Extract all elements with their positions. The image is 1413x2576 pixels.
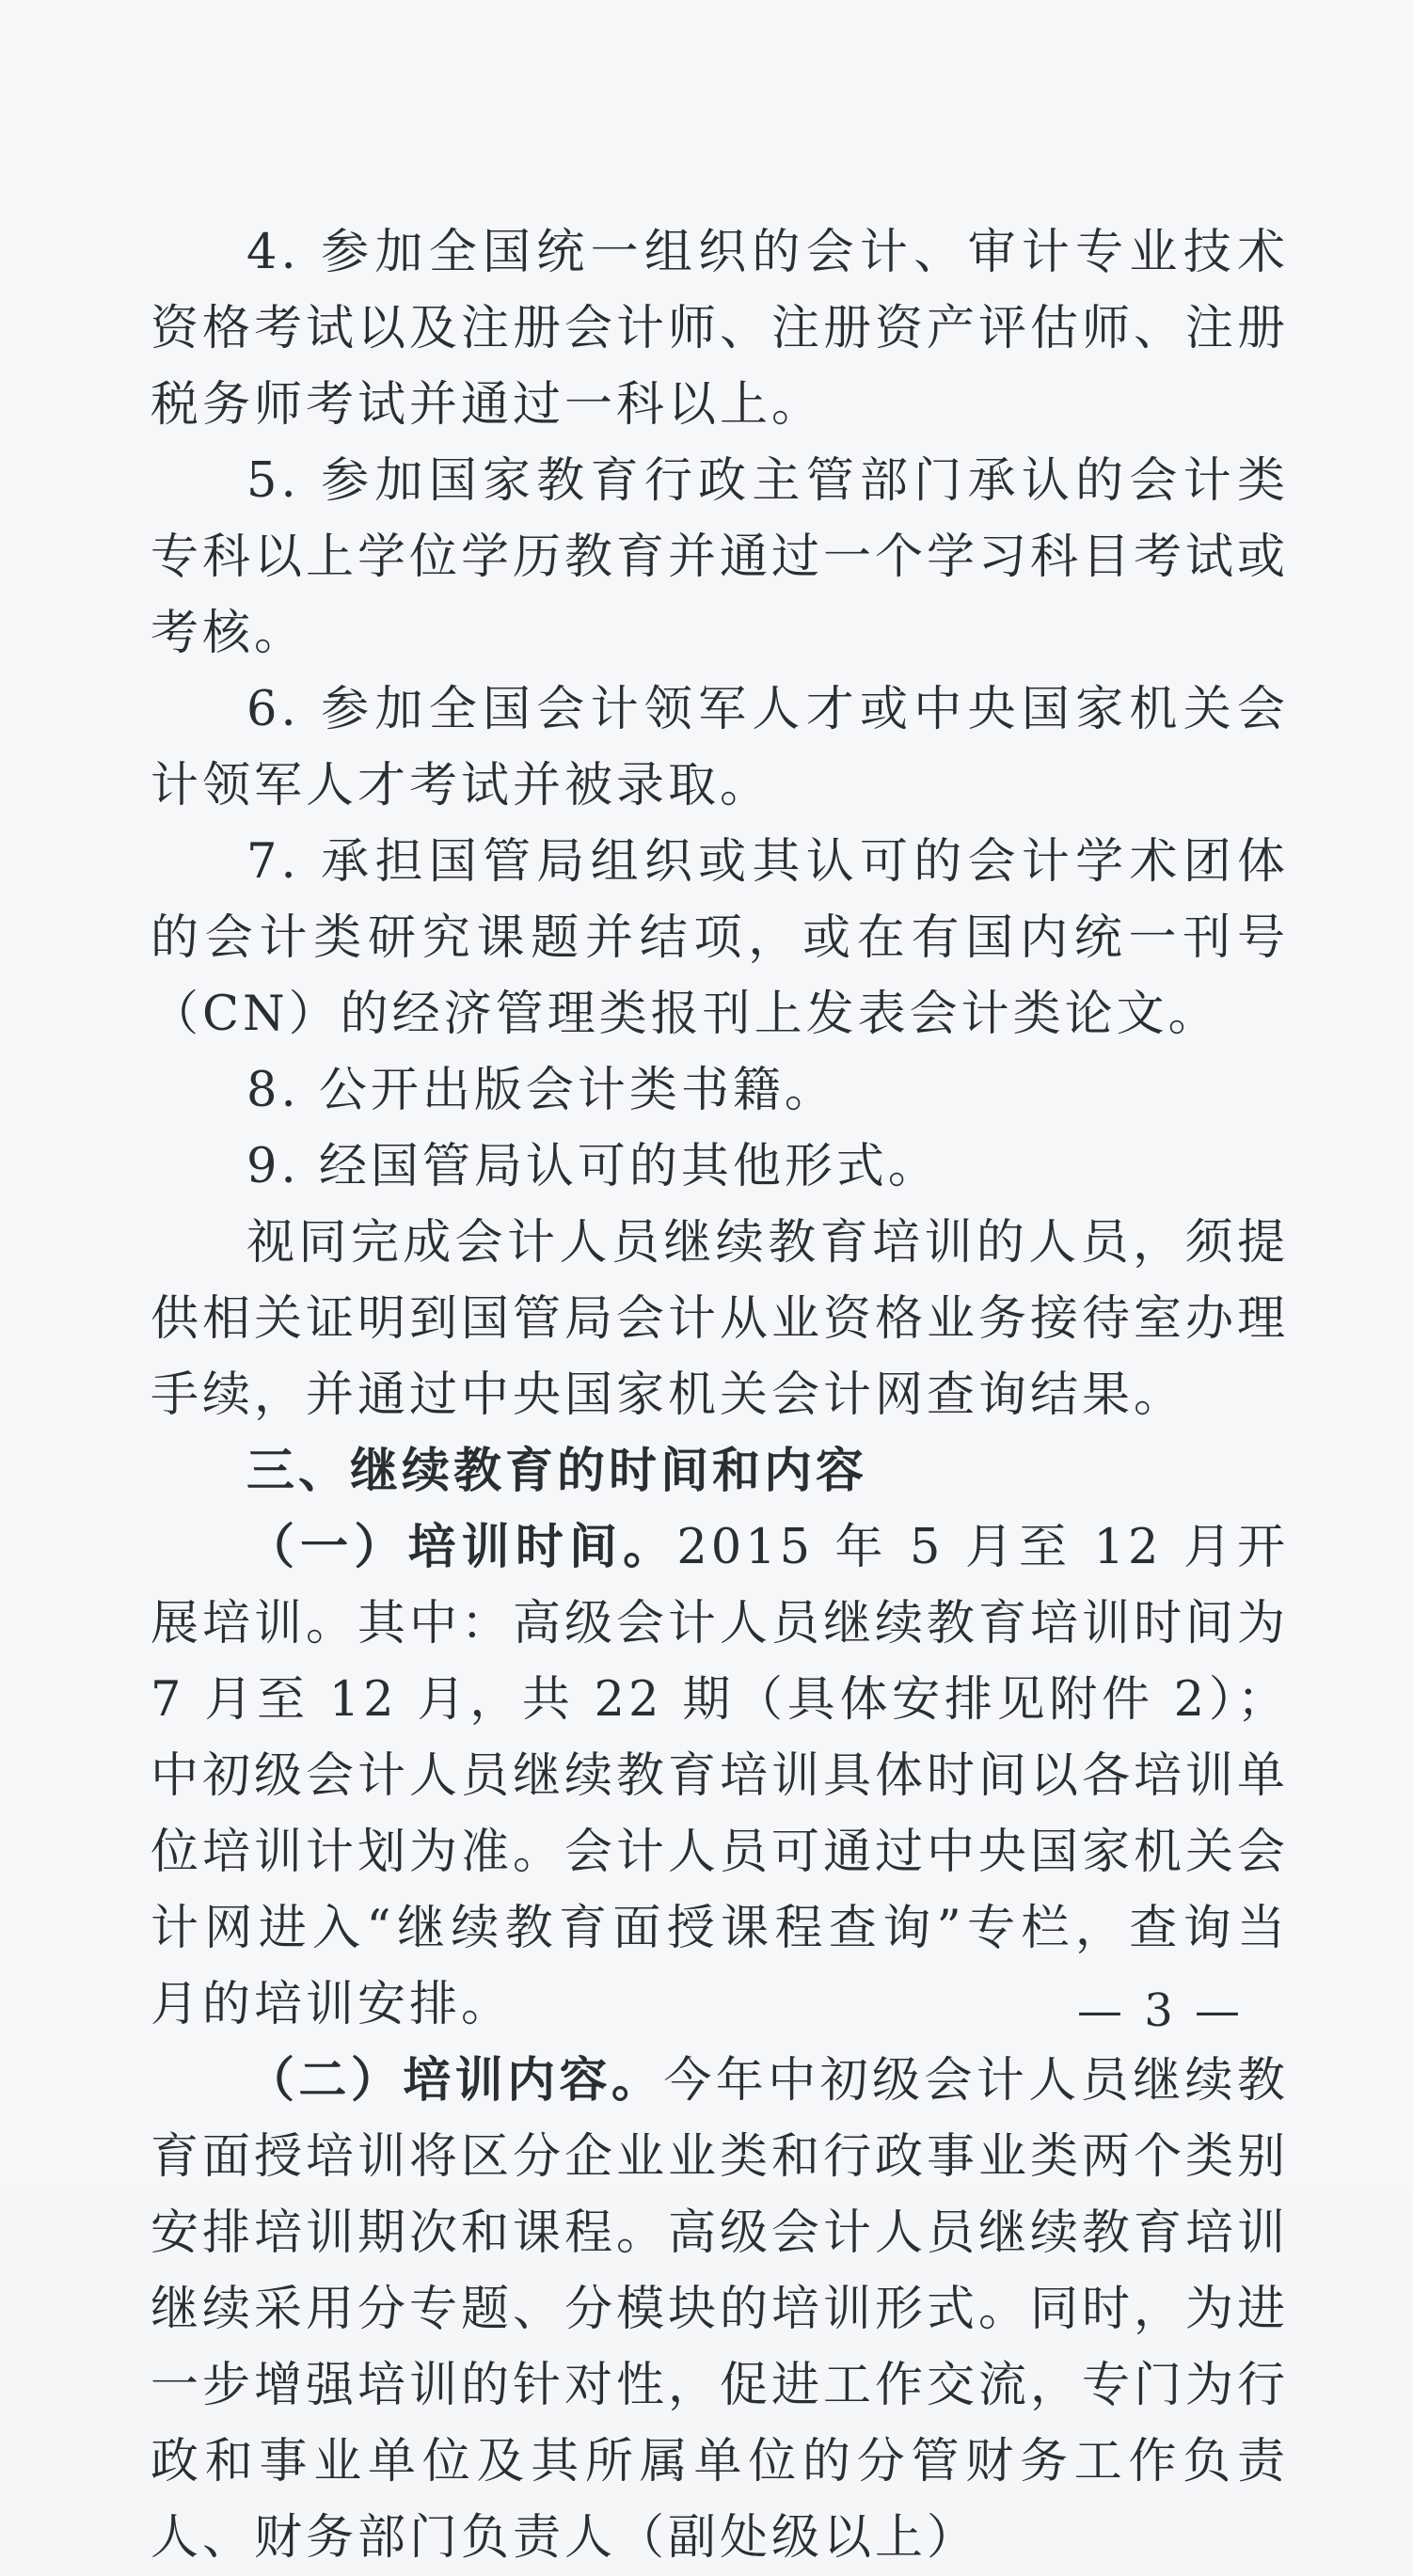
subsection-training-time-lead: （一）培训时间。 [246, 1520, 677, 1575]
document-body [151, 214, 1289, 2576]
section-heading: 三、继续教育的时间和内容 [246, 1444, 868, 1499]
subsection-training-content-text: 今年中初级会计人员继续教育面授培训将区分企业业类和行政事业类两个类别安排培训期次和课程。高级会计人员继续教育培训继续采用分专题、分模块的培训形式。同时，为进一步增强培训的针对性，促进工作交流，专门为行政和事业单位及其所属单位的分管财务工作负责人、财务部门负责人（副处级以上） [151, 2053, 1290, 2566]
subsection-training-time [151, 1509, 1289, 2043]
paragraph-item-6: 6. 参加全国会计领军人才或中央国家机关会计领军人才考试并被录取。 [151, 682, 1289, 814]
paragraph-item-5: 5. 参加国家教育行政主管部门承认的会计类专科以上学位学历教育并通过一个学习科目考试或考核。 [151, 453, 1290, 661]
paragraph-item-8: 8. 公开出版会计类书籍。 [246, 1063, 836, 1118]
subsection-training-time-text: 2015 年 5 月至 12 月开展培训。其中：高级会计人员继续教育培训时间为 7 月至 12 月，共 22 期（具体安排见附件 2）；中初级会计人员继续教育培训具体时间以各培训单位培训计划为准。会计人员可通过中央国家机关会计网进入“继续教育面授课程查询”专栏，查询当月的培训安排。 [151, 1520, 1290, 2032]
subsection-training-content [151, 2043, 1289, 2576]
paragraph-item-7: 7. 承担国管局组织或其认可的会计学术团体的会计类研究课题并结项，或在有国内统一刊号（CN）的经济管理类报刊上发表会计类论文。 [151, 834, 1289, 1042]
paragraph-item-4: 4. 参加全国统一组织的会计、审计专业技术资格考试以及注册会计师、注册资产评估师、注册税务师考试并通过一科以上。 [151, 225, 1290, 433]
subsection-training-content-lead: （二）培训内容。 [246, 2053, 664, 2109]
paragraph-equivalence-note: 视同完成会计人员继续教育培训的人员，须提供相关证明到国管局会计从业资格业务接待室办理手续，并通过中央国家机关会计网查询结果。 [151, 1215, 1290, 1423]
paragraph-item-9: 9. 经国管局认可的其他形式。 [246, 1139, 940, 1194]
page-number: — 3 — [1076, 1984, 1244, 2037]
